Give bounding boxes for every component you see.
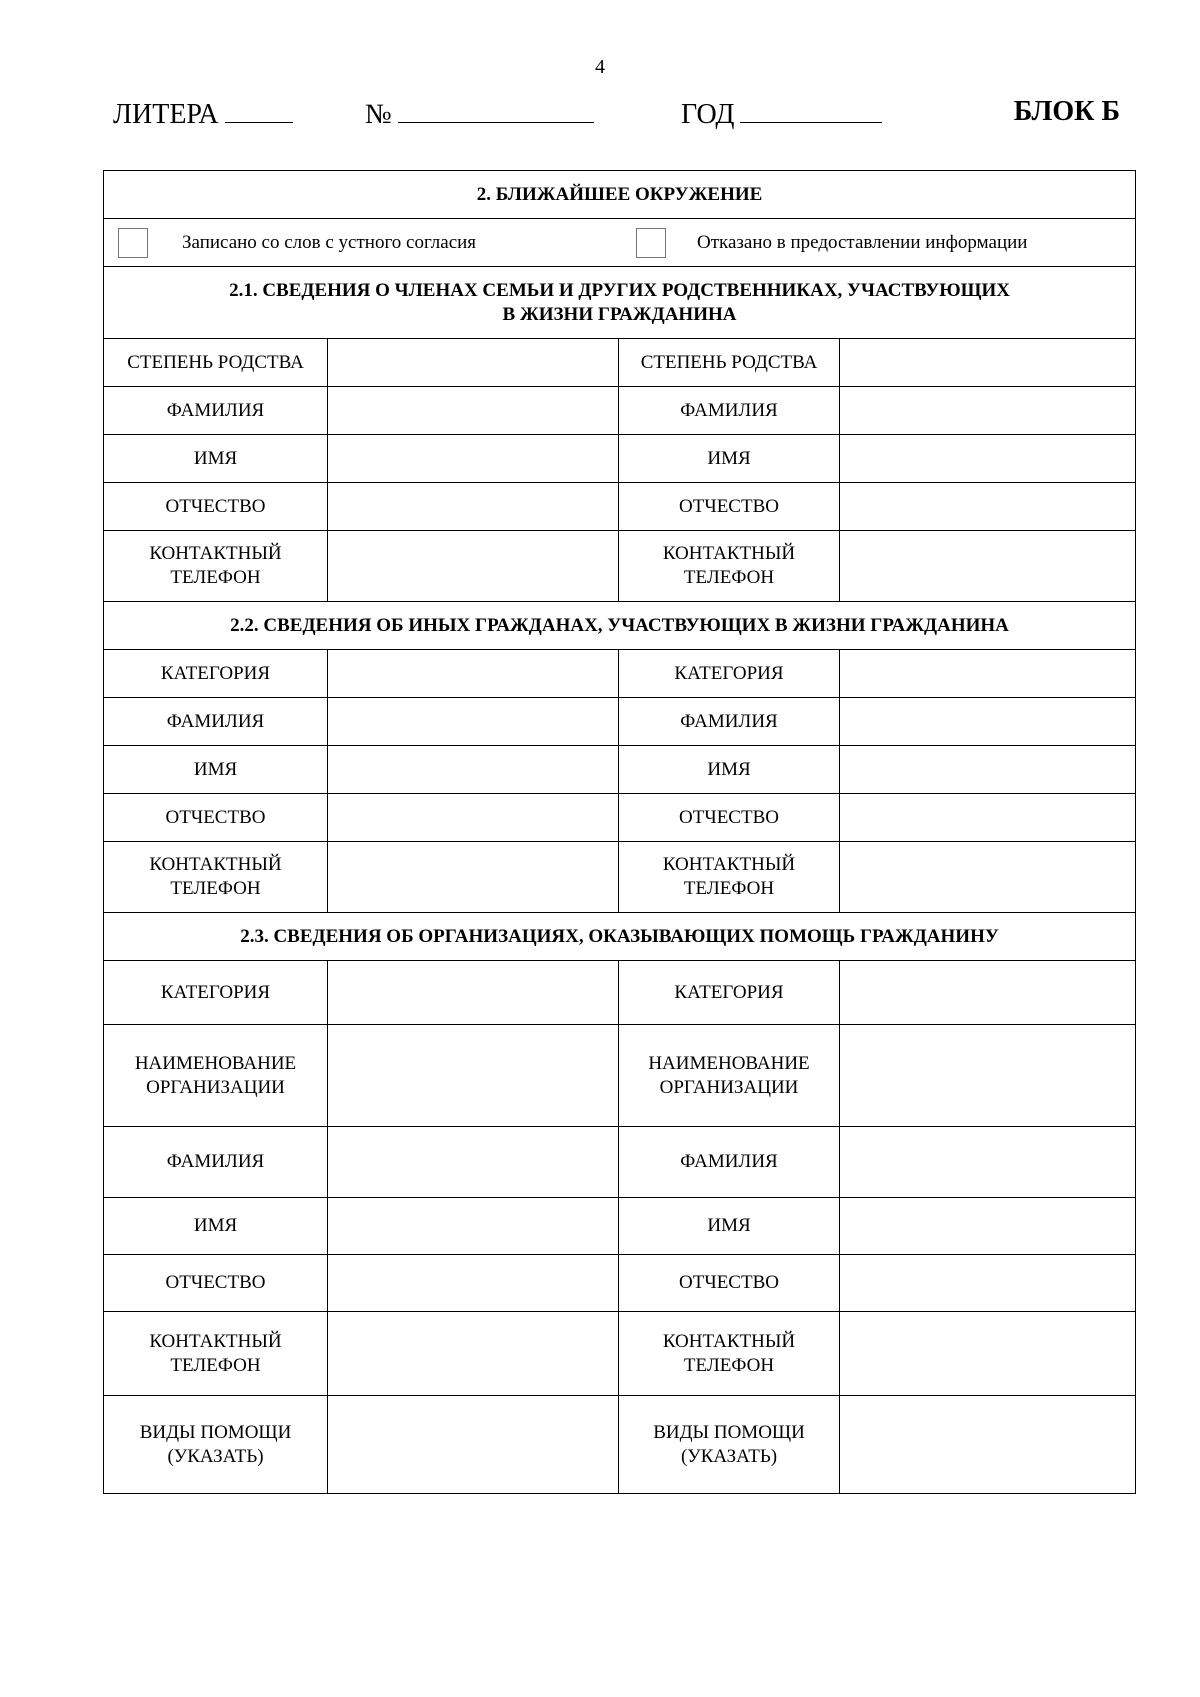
- field-label-line1: ИМЯ: [193, 1215, 238, 1236]
- field-label-left: [104, 650, 328, 698]
- field-label-line1: ИМЯ: [193, 758, 238, 780]
- form-row: [104, 1198, 1136, 1255]
- field-value-right[interactable]: [840, 650, 1136, 698]
- section2-1-title: [104, 267, 1136, 339]
- field-label-left: [104, 1255, 328, 1312]
- field-value-left[interactable]: [328, 698, 619, 746]
- field-label-left: [104, 483, 328, 531]
- field-value-left[interactable]: [328, 842, 619, 913]
- field-label-line2: (УКАЗАТЬ): [167, 1445, 264, 1467]
- field-label-right: [619, 746, 840, 794]
- litera-input-line[interactable]: [225, 96, 293, 123]
- section2-2-title: 2.2. СВЕДЕНИЯ ОБ ИНЫХ ГРАЖДАНАХ, УЧАСТВУЮЩИХ В ЖИЗНИ ГРАЖДАНИНА: [104, 602, 1136, 650]
- field-label-right: [619, 842, 840, 913]
- field-value-right[interactable]: [840, 1025, 1136, 1127]
- form-row: [104, 1396, 1136, 1494]
- litera-field: [113, 96, 293, 131]
- field-value-left[interactable]: [328, 531, 619, 602]
- field-label-line2: ОРГАНИЗАЦИИ: [659, 1076, 799, 1098]
- consent-row: [104, 219, 1136, 267]
- field-label-right: [619, 1396, 840, 1494]
- field-value-left[interactable]: [328, 1198, 619, 1255]
- field-label-line1: ОТЧЕСТВО: [679, 1272, 779, 1293]
- year-input-line[interactable]: [740, 96, 882, 123]
- field-label-left: [104, 1312, 328, 1396]
- field-label-left: [104, 531, 328, 602]
- field-label-left: [104, 339, 328, 387]
- field-value-left[interactable]: [328, 435, 619, 483]
- consent-options: [104, 219, 1136, 267]
- field-value-right[interactable]: [840, 387, 1136, 435]
- form-row: [104, 483, 1136, 531]
- field-label-line1: КАТЕГОРИЯ: [674, 981, 784, 1003]
- section2-1-title-row: [104, 267, 1136, 339]
- field-label-right: [619, 794, 840, 842]
- field-label-line2: ТЕЛЕФОН: [170, 878, 261, 899]
- field-label-right: [619, 698, 840, 746]
- field-value-right[interactable]: [840, 961, 1136, 1025]
- field-label-line1: ФАМИЛИЯ: [166, 710, 265, 732]
- field-label-line1: ВИДЫ ПОМОЩИ: [653, 1421, 805, 1443]
- field-value-left[interactable]: [328, 339, 619, 387]
- field-label-line2: ТЕЛЕФОН: [170, 567, 261, 588]
- field-value-right[interactable]: [840, 794, 1136, 842]
- field-label-line1: ФАМИЛИЯ: [680, 399, 778, 421]
- field-value-right[interactable]: [840, 483, 1136, 531]
- field-value-left[interactable]: [328, 387, 619, 435]
- field-label-line1: ИМЯ: [193, 447, 238, 469]
- section2-3-title-row: [104, 913, 1136, 961]
- field-label-right: [619, 387, 840, 435]
- form-row: [104, 698, 1136, 746]
- field-label-line1: КАТЕГОРИЯ: [160, 981, 271, 1003]
- field-label-left: [104, 1127, 328, 1198]
- environment-form-table: [103, 170, 1136, 1494]
- form-row: [104, 842, 1136, 913]
- field-label-line1: ФАМИЛИЯ: [680, 710, 778, 732]
- field-label-line1: НАИМЕНОВАНИЕ: [134, 1052, 297, 1074]
- field-label-line1: ВИДЫ ПОМОЩИ: [139, 1421, 292, 1443]
- field-label-line1: ОТЧЕСТВО: [165, 495, 266, 517]
- field-label-line1: КОНТАКТНЫЙ: [149, 1330, 282, 1352]
- field-label-right: [619, 531, 840, 602]
- form-row: [104, 531, 1136, 602]
- field-label-line2: ТЕЛЕФОН: [683, 878, 775, 899]
- field-label-line1: ИМЯ: [707, 758, 751, 780]
- field-value-right[interactable]: [840, 339, 1136, 387]
- form-row: [104, 339, 1136, 387]
- form-row: [104, 794, 1136, 842]
- field-value-left[interactable]: [328, 1025, 619, 1127]
- field-value-right[interactable]: [840, 1198, 1136, 1255]
- field-label-right: [619, 650, 840, 698]
- field-label-left: [104, 1198, 328, 1255]
- field-label-line1: СТЕПЕНЬ РОДСТВА: [640, 351, 818, 373]
- field-label-line2: (УКАЗАТЬ): [680, 1445, 778, 1467]
- field-value-left[interactable]: [328, 650, 619, 698]
- field-label-line1: НАИМЕНОВАНИЕ: [648, 1052, 810, 1074]
- section2-1-title-line1: 2.1. СВЕДЕНИЯ О ЧЛЕНАХ СЕМЬИ И ДРУГИХ РОДСТВЕННИКАХ, УЧАСТВУЮЩИХ: [229, 279, 1010, 301]
- field-label-line1: ФАМИЛИЯ: [680, 1151, 778, 1172]
- refusal-checkbox[interactable]: [636, 228, 666, 258]
- consent-checkbox[interactable]: [118, 228, 148, 258]
- field-label-left: [104, 387, 328, 435]
- field-label-line1: ОТЧЕСТВО: [165, 806, 266, 828]
- year-label: ГОД: [681, 99, 735, 130]
- field-label-left: [104, 842, 328, 913]
- form-row: [104, 387, 1136, 435]
- field-label-right: [619, 1312, 840, 1396]
- field-value-left[interactable]: [328, 1127, 619, 1198]
- field-value-right[interactable]: [840, 435, 1136, 483]
- field-value-right[interactable]: [840, 842, 1136, 913]
- field-label-line1: ФАМИЛИЯ: [166, 399, 265, 421]
- section2-title: 2. БЛИЖАЙШЕЕ ОКРУЖЕНИЕ: [104, 171, 1136, 219]
- field-label-right: [619, 435, 840, 483]
- field-label-right: [619, 1198, 840, 1255]
- field-label-line1: ОТЧЕСТВО: [679, 495, 779, 517]
- field-label-line1: ОТЧЕСТВО: [165, 1272, 266, 1293]
- litera-label: ЛИТЕРА: [113, 99, 219, 130]
- field-label-line1: ФАМИЛИЯ: [166, 1151, 265, 1172]
- form-row: [104, 1127, 1136, 1198]
- field-value-left[interactable]: [328, 1312, 619, 1396]
- field-label-right: [619, 961, 840, 1025]
- field-value-left[interactable]: [328, 483, 619, 531]
- form-row: [104, 435, 1136, 483]
- form-row: [104, 650, 1136, 698]
- section2-2-title-row: [104, 602, 1136, 650]
- field-value-left[interactable]: [328, 961, 619, 1025]
- field-label-line2: ТЕЛЕФОН: [683, 1354, 775, 1376]
- field-value-right[interactable]: [840, 531, 1136, 602]
- field-label-left: [104, 961, 328, 1025]
- form-row: [104, 1312, 1136, 1396]
- field-label-line1: КОНТАКТНЫЙ: [662, 1330, 796, 1352]
- refusal-option-label: Отказано в предоставлении информации: [697, 232, 1028, 253]
- field-label-line1: ОТЧЕСТВО: [679, 806, 779, 828]
- field-label-line2: ТЕЛЕФОН: [683, 567, 775, 588]
- year-field: [681, 96, 882, 131]
- field-label-left: [104, 698, 328, 746]
- field-label-line1: КАТЕГОРИЯ: [160, 662, 271, 684]
- field-label-line1: ИМЯ: [707, 447, 751, 469]
- field-value-right[interactable]: [840, 1396, 1136, 1494]
- page-number: 4: [595, 56, 605, 78]
- field-label-left: [104, 1025, 328, 1127]
- field-value-right[interactable]: [840, 1312, 1136, 1396]
- field-label-left: [104, 1396, 328, 1494]
- field-label-right: [619, 1127, 840, 1198]
- field-label-line1: ИМЯ: [707, 1215, 751, 1236]
- field-label-line1: КОНТАКТНЫЙ: [662, 543, 796, 564]
- field-label-right: [619, 1255, 840, 1312]
- field-value-right[interactable]: [840, 746, 1136, 794]
- consent-option-label: Записано со слов с устного согласия: [182, 232, 477, 253]
- field-label-left: [104, 794, 328, 842]
- number-label: №: [365, 99, 392, 130]
- field-value-right[interactable]: [840, 1255, 1136, 1312]
- section2-1-title-line2: В ЖИЗНИ ГРАЖДАНИНА: [502, 303, 737, 325]
- field-label-line1: СТЕПЕНЬ РОДСТВА: [127, 351, 304, 373]
- section2-title-row: [104, 171, 1136, 219]
- field-label-line2: ТЕЛЕФОН: [170, 1354, 261, 1376]
- field-value-right[interactable]: [840, 698, 1136, 746]
- field-label-line1: КОНТАКТНЫЙ: [149, 854, 282, 875]
- section2-3-title: 2.3. СВЕДЕНИЯ ОБ ОРГАНИЗАЦИЯХ, ОКАЗЫВАЮЩИХ ПОМОЩЬ ГРАЖДАНИНУ: [104, 913, 1136, 961]
- field-value-right[interactable]: [840, 1127, 1136, 1198]
- field-label-right: [619, 339, 840, 387]
- field-label-left: [104, 746, 328, 794]
- number-field: [365, 96, 594, 131]
- field-value-left[interactable]: [328, 746, 619, 794]
- form-row: [104, 961, 1136, 1025]
- field-label-line2: ОРГАНИЗАЦИИ: [146, 1076, 285, 1098]
- document-header: [113, 96, 1120, 136]
- field-value-left[interactable]: [328, 1255, 619, 1312]
- field-label-right: [619, 1025, 840, 1127]
- field-label-line1: КОНТАКТНЫЙ: [662, 854, 796, 875]
- field-label-left: [104, 435, 328, 483]
- field-label-line1: КОНТАКТНЫЙ: [149, 543, 282, 564]
- form-row: [104, 746, 1136, 794]
- number-input-line[interactable]: [398, 96, 594, 123]
- field-value-left[interactable]: [328, 1396, 619, 1494]
- field-value-left[interactable]: [328, 794, 619, 842]
- field-label-right: [619, 483, 840, 531]
- block-label: БЛОК Б: [1013, 96, 1120, 127]
- form-row: [104, 1025, 1136, 1127]
- field-label-line1: КАТЕГОРИЯ: [674, 662, 784, 684]
- form-row: [104, 1255, 1136, 1312]
